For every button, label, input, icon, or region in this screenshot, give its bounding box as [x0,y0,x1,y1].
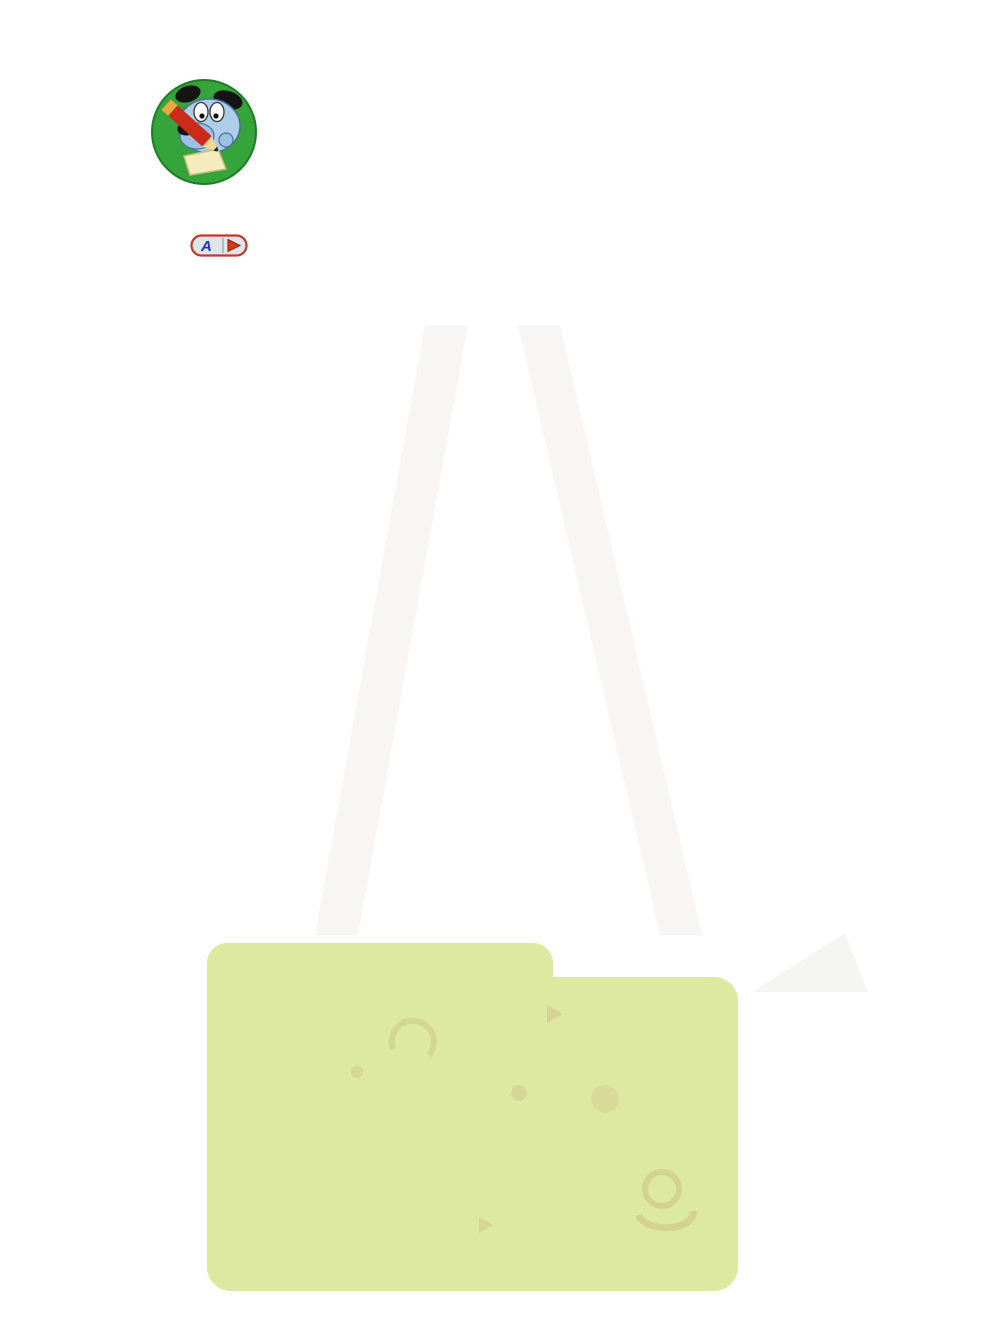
task-instruction [190,233,965,264]
useful-expressions-box [207,977,738,1291]
happiness-chart [143,355,973,555]
task-dog-logo-icon [148,76,260,188]
chart-plot-area [208,355,970,507]
likes-dislikes-table [142,562,968,910]
audio-letter-icon: A [201,238,212,255]
decorative-swirls [207,977,738,1291]
audio-button [190,234,248,264]
